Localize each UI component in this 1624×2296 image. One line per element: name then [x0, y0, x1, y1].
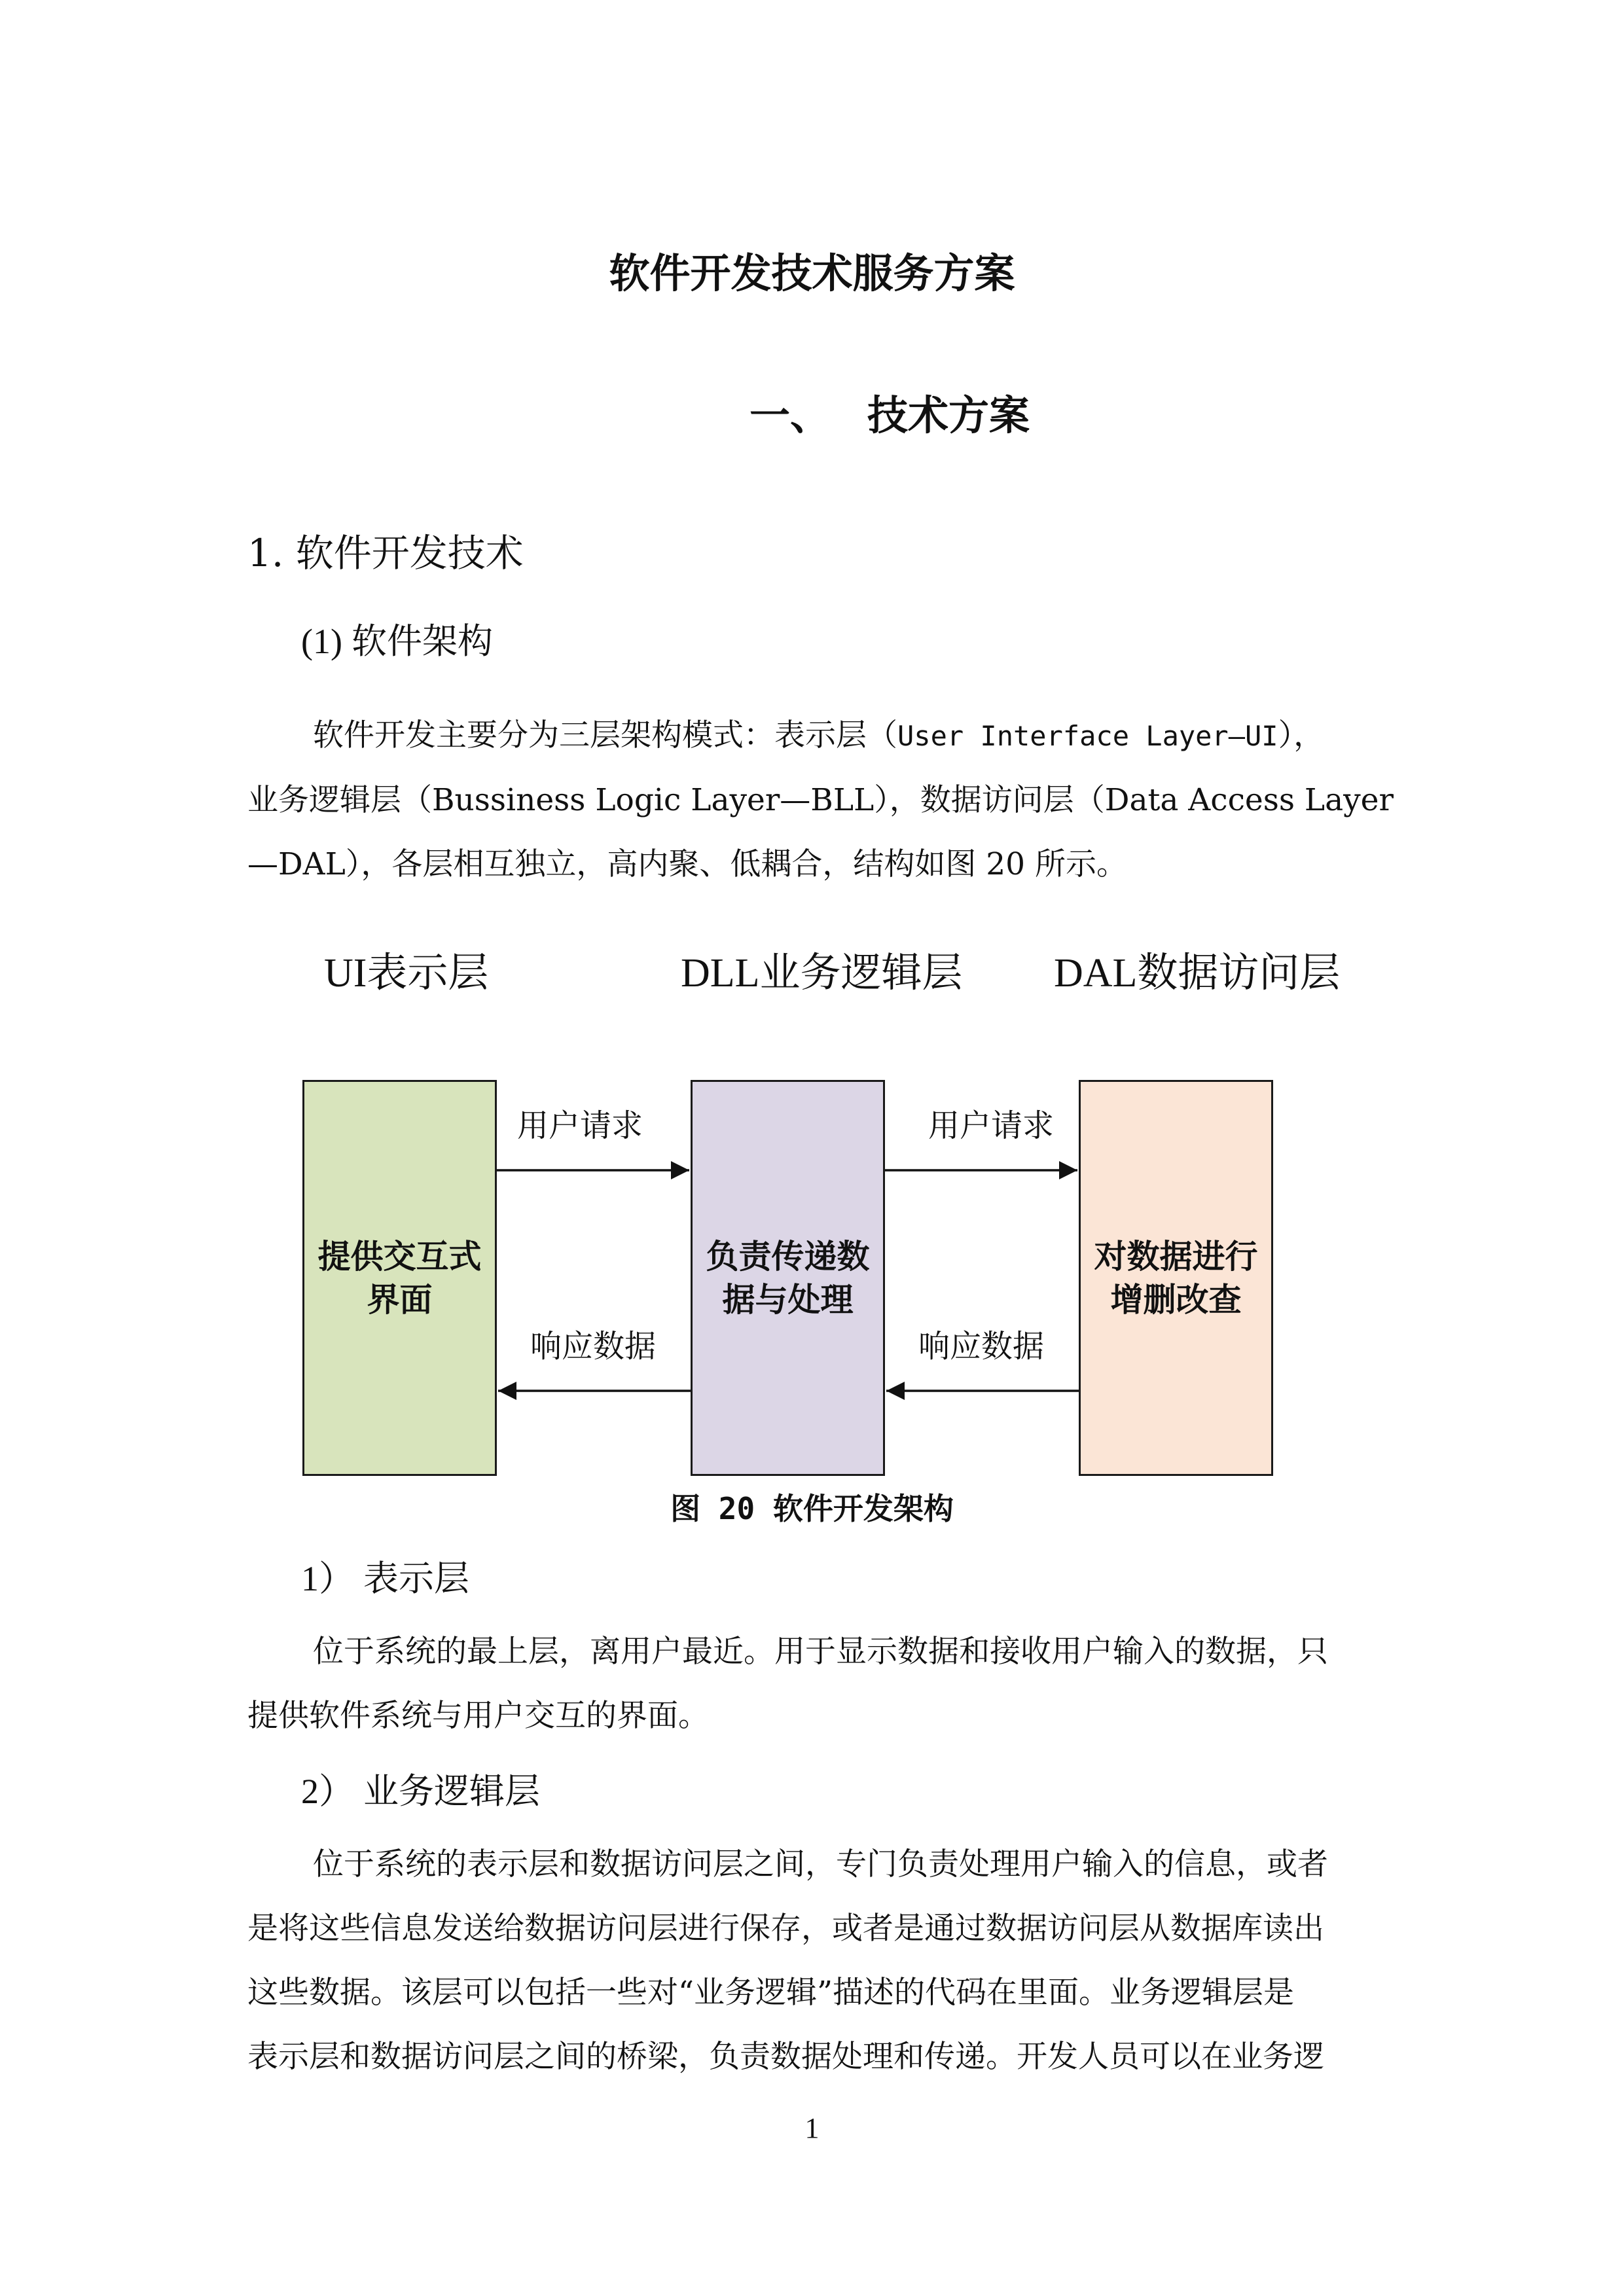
item1-label: 表示层 [363, 1558, 469, 1599]
item1-heading [301, 1549, 469, 1608]
item1-line-1: 位于系统的最上层，离用户最近。用于显示数据和接收用户输入的数据，只 [313, 1634, 1328, 1670]
item2-line-1: 位于系统的表示层和数据访问层之间，专门负责处理用户输入的信息，或者 [313, 1846, 1328, 1882]
ui-layer-box: 提供交互式 界面 [302, 1080, 497, 1476]
response-label-2: 响应数据 [918, 1328, 1045, 1365]
section-label: 技术方案 [867, 391, 1030, 439]
layer-label-bll: DLL业务逻辑层 [681, 951, 963, 996]
item2-heading [301, 1762, 540, 1821]
layer-label-dal: DAL数据访问层 [1054, 951, 1341, 996]
dal-layer-box: 对数据进行 增删改查 [1079, 1080, 1273, 1476]
item2-line-4: 表示层和数据访问层之间的桥梁，负责数据处理和传递。开发人员可以在业务逻 [247, 2039, 1324, 2075]
item1-line-2: 提供软件系统与用户交互的界面。 [247, 1698, 709, 1734]
item2-line-2: 是将这些信息发送给数据访问层进行保存，或者是通过数据访问层从数据库读出 [247, 1910, 1324, 1946]
subsection-heading: 1. 软件开发技术 [247, 531, 524, 575]
subsubsection-number: (1) [301, 622, 342, 661]
intro-line-3: —DAL），各层相互独立，高内聚、低耦合，结构如图 20 所示。 [247, 846, 1128, 882]
item1-paragraph [247, 1620, 1383, 1748]
item2-paragraph [247, 1833, 1383, 2089]
response-label-1: 响应数据 [530, 1328, 657, 1365]
intro-line-1: 软件开发主要分为三层架构模式：表示层（User Interface Layer—UI）， [313, 717, 1325, 753]
document-title: 软件开发技术服务方案 [609, 249, 1015, 297]
request-label-2: 用户请求 [928, 1107, 1055, 1144]
intro-line-2: 业务逻辑层（Bussiness Logic Layer—BLL），数据访问层（Data Access Layer [247, 782, 1394, 818]
request-label-1: 用户请求 [517, 1107, 643, 1144]
subsubsection-label: 软件架构 [351, 620, 493, 662]
page-number: 1 [804, 2112, 820, 2144]
item2-number: 2） [301, 1772, 354, 1811]
item2-label: 业务逻辑层 [363, 1770, 540, 1812]
item1-number: 1） [301, 1559, 354, 1598]
bll-layer-box: 负责传递数 据与处理 [691, 1080, 885, 1476]
item2-line-3: 这些数据。该层可以包括一些对“业务逻辑”描述的代码在里面。业务逻辑层是 [247, 1975, 1295, 2011]
layer-label-ui: UI表示层 [324, 951, 489, 996]
section-number: 一、 [749, 391, 831, 439]
figure-caption: 图 20 软件开发架构 [670, 1491, 954, 1526]
